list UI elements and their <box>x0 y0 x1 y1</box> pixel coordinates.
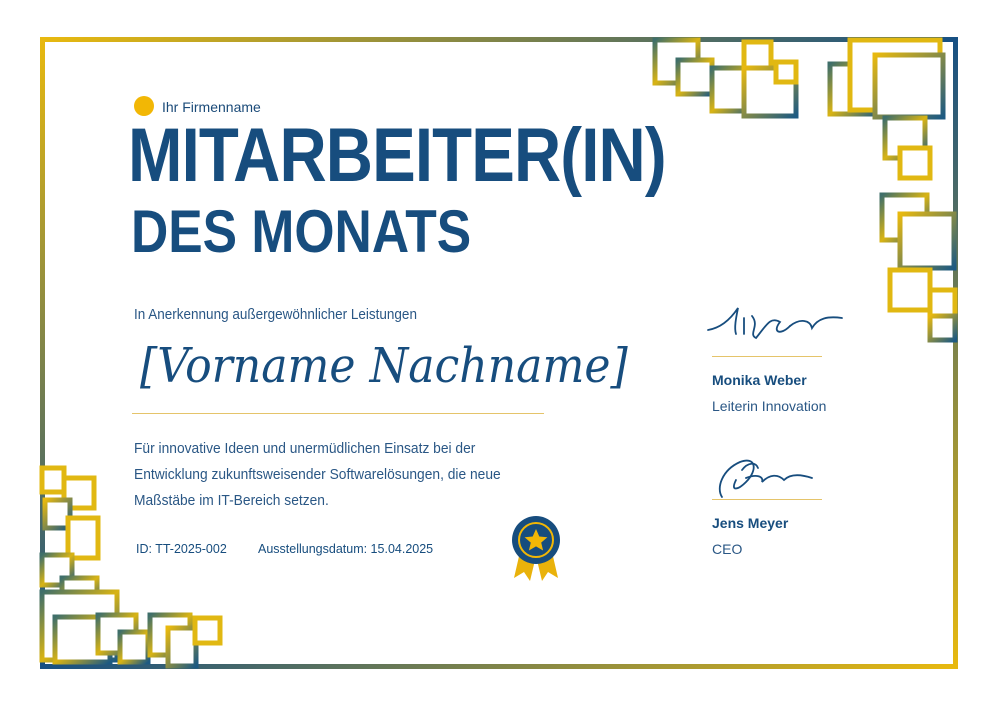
certificate-title-line-2: DES MONATS <box>131 198 472 265</box>
description-line: Maßstäbe im IT-Bereich setzen. <box>134 492 329 509</box>
corner-ornament-top-right <box>655 40 955 340</box>
signature-line-1 <box>712 356 822 357</box>
certificate-id: ID: TT-2025-002 <box>136 542 227 556</box>
signatory-1-role: Leiterin Innovation <box>712 398 827 414</box>
issue-date: Ausstellungsdatum: 15.04.2025 <box>258 542 434 556</box>
signature-monika-weber <box>708 308 842 338</box>
recipient-name: [Vorname Nachname] <box>140 338 628 394</box>
signatory-1-name: Monika Weber <box>712 372 807 388</box>
description-line: Für innovative Ideen und unermüdlichen Einsatz bei der <box>134 440 476 457</box>
signature-line-2 <box>712 499 822 500</box>
recognition-text: In Anerkennung außergewöhnlicher Leistungen <box>134 306 417 323</box>
name-underline <box>132 413 544 414</box>
award-seal-icon <box>512 516 560 581</box>
signatory-2-name: Jens Meyer <box>712 515 789 531</box>
company-name: Ihr Firmenname <box>162 99 261 115</box>
description-line: Entwicklung zukunftsweisender Softwarelösungen, die neue <box>134 466 501 483</box>
description <box>134 436 520 514</box>
signature-jens-meyer <box>720 461 812 497</box>
certificate-title-line-1: MITARBEITER(IN) <box>128 113 666 198</box>
signatory-2-role: CEO <box>712 541 743 557</box>
